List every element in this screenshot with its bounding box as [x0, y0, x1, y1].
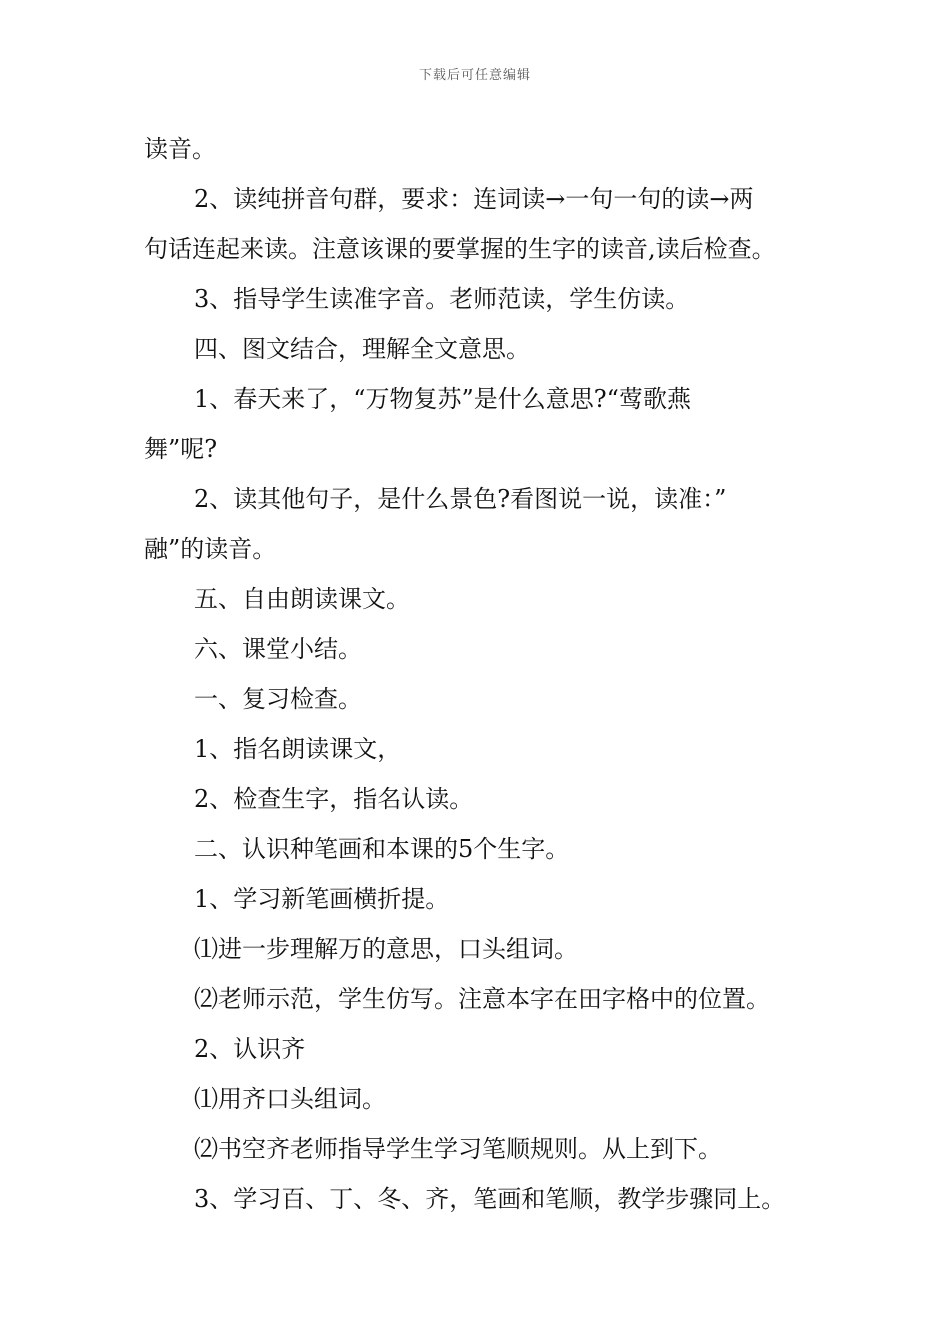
document-body — [144, 124, 814, 1224]
text-line: 3、指导学生读准字音。老师范读，学生仿读。 — [194, 285, 690, 313]
text-line: 3、学习百、丁、冬、齐，笔画和笔顺，教学步骤同上。 — [194, 1185, 786, 1213]
text-line: 2、检查生字，指名认读。 — [194, 785, 474, 813]
text-line: ⑴用齐口头组词。 — [194, 1085, 386, 1113]
text-line: 1、学习新笔画横折提。 — [194, 885, 450, 913]
section-heading: 四、图文结合，理解全文意思。 — [194, 335, 530, 363]
section-heading: 二、认识种笔画和本课的5个生字。 — [194, 835, 570, 863]
section-heading: 五、自由朗读课文。 — [194, 585, 410, 613]
text-line: 2、读纯拼音句群，要求：连词读→一句一句的读→两 — [194, 185, 754, 213]
text-line: ⑵老师示范，学生仿写。注意本字在田字格中的位置。 — [194, 985, 770, 1013]
text-line: 融”的读音。 — [144, 535, 277, 563]
page-header: 下载后可任意编辑 — [418, 68, 531, 83]
text-line: ⑴进一步理解万的意思，口头组词。 — [194, 935, 578, 963]
text-line: ⑵书空齐老师指导学生学习笔顺规则。从上到下。 — [194, 1135, 722, 1163]
section-heading: 六、课堂小结。 — [194, 635, 362, 663]
text-line: 句话连起来读。注意该课的要掌握的生字的读音,读后检查。 — [144, 235, 776, 263]
text-line: 1、春天来了，“万物复苏”是什么意思?“莺歌燕 — [194, 385, 691, 413]
text-line: 2、认识齐 — [194, 1035, 306, 1063]
text-line: 1、指名朗读课文， — [194, 735, 402, 763]
text-line: 舞”呢? — [144, 435, 218, 463]
text-line: 读音。 — [144, 135, 216, 163]
text-line: 2、读其他句子，是什么景色?看图说一说，读准：” — [194, 485, 727, 513]
section-heading: 一、复习检查。 — [194, 685, 362, 713]
